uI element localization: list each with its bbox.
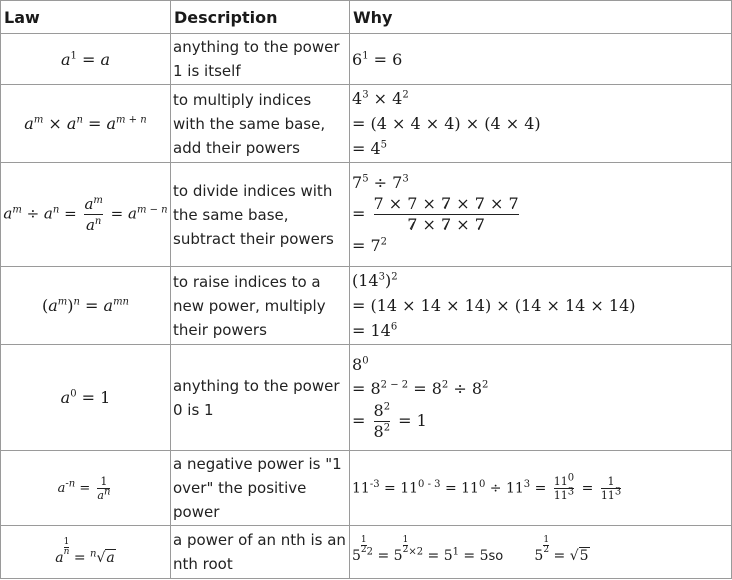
table-row [1,85,732,163]
law-formula: a1 n = $^n$√a [1,526,171,579]
law-formula: $a^m \times a^n = a^{m + n}$ [1,85,171,163]
table-row [1,163,732,267]
so-text: so [488,548,504,564]
law-formula: $a^{-n}$ = $\frac{1}{a^n}$ [1,451,171,526]
header-law: Law [1,1,171,34]
table-row [1,345,732,451]
law-description: to raise indices to a new power, multiply their powers [171,267,350,345]
table-row [1,526,732,579]
table-row [1,34,732,85]
law-example: $7^5 \div 7^3$ = $\frac{7 \times 7 \times 7 \times 7 \times 7}{7 \times 7 \times 7}$ = $7^2$ [350,163,732,267]
law-description: anything to the power 0 is 1 [171,345,350,451]
law-description: to divide indices with the same base, subtract their powers [171,163,350,267]
header-description: Description [171,1,350,34]
law-example: 51 2 $^2$ = 51 2 $^{\times 2} = 5^1 = 5so$ 51 2 = √5 [350,526,732,579]
header-row [1,1,732,34]
table-row [1,451,732,526]
law-example: $(14^3)^2$ = (14 × 14 × 14) × (14 × 14 × 14) = $14^6$ [350,267,732,345]
law-example: $8^0$ = $8^{2 - 2} = 8^2 \div 8^2$ = $\frac{8^2}{8^2}$ = 1 [350,345,732,451]
law-description: a negative power is "1 over" the positive power [171,451,350,526]
table-row [1,267,732,345]
law-description: anything to the power 1 is itself [171,34,350,85]
law-description: to multiply indices with the same base, add their powers [171,85,350,163]
law-description: a power of an nth is an nth root [171,526,350,579]
header-why: Why [350,1,732,34]
law-formula: $(a^m)^n = a^{mn}$ [1,267,171,345]
law-example: $11^{-3} = 11^{0 - 3} = 11^0 \div 11^3$ = $\frac{11^0}{11^3}$ = $\frac{1}{11^3}$ [350,451,732,526]
law-example: $4^3 \times 4^2$ = (4 × 4 × 4) × (4 × 4) = $4^5$ [350,85,732,163]
law-example: $6^1 = 6$ [350,34,732,85]
law-formula: $a^0 = 1$ [1,345,171,451]
law-formula: $a^1 = a$ [1,34,171,85]
law-formula: $a^m \div a^n$ = $\frac{a^m}{a^n}$ = $a^{m - n}$ [1,163,171,267]
